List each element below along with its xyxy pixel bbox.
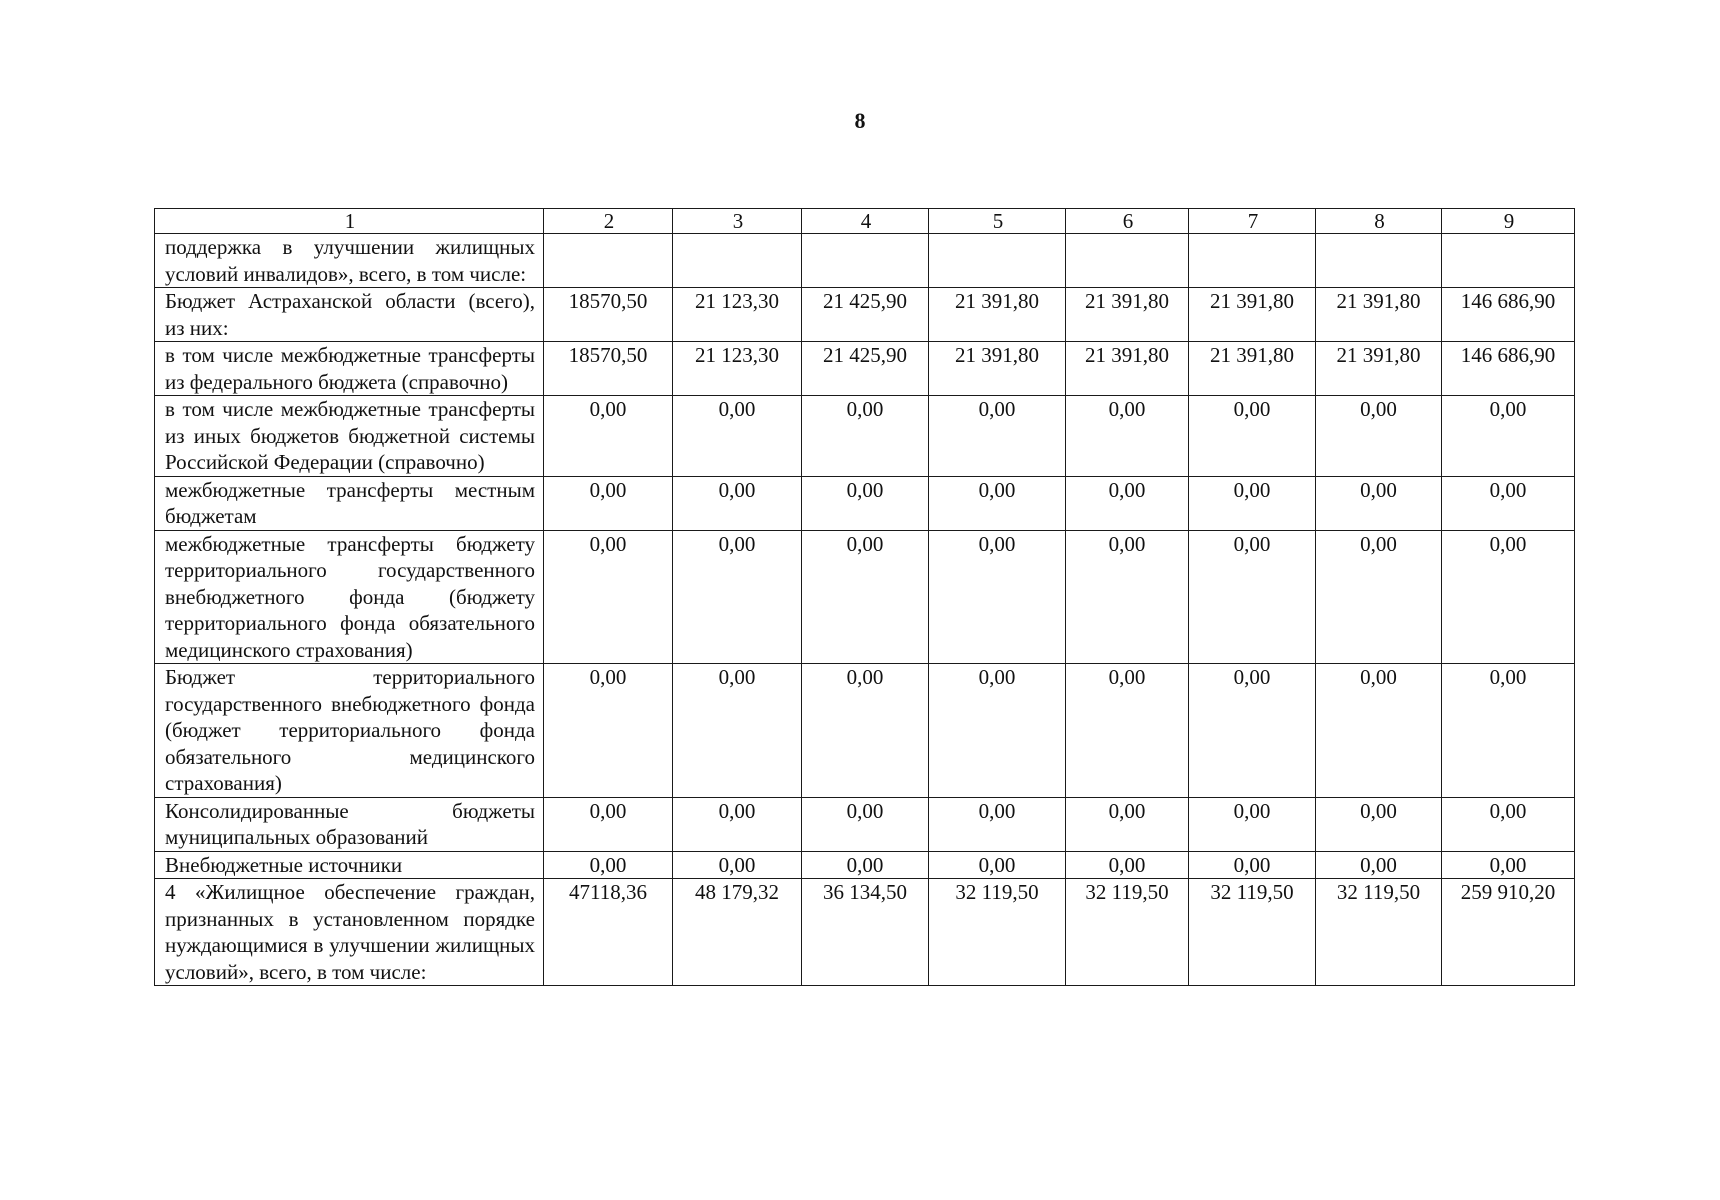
table-row <box>155 530 1575 664</box>
column-header: 5 <box>929 209 1066 234</box>
column-header: 7 <box>1189 209 1316 234</box>
table-cell <box>1442 234 1575 288</box>
table-cell: 21 391,80 <box>1316 342 1442 396</box>
table-cell <box>929 234 1066 288</box>
table-cell: 0,00 <box>802 851 929 879</box>
row-label: в том числе межбюджетные трансферты из иных бюджетов бюджетной системы Российской Федерации (справочно) <box>155 396 544 477</box>
column-header-row <box>155 209 1575 234</box>
table-cell: 0,00 <box>1189 797 1316 851</box>
table-cell: 0,00 <box>1066 664 1189 798</box>
table-cell: 21 123,30 <box>673 342 802 396</box>
table-cell: 0,00 <box>1442 530 1575 664</box>
column-header: 2 <box>544 209 673 234</box>
column-header: 1 <box>155 209 544 234</box>
table-cell: 0,00 <box>1066 396 1189 477</box>
table-cell: 0,00 <box>802 396 929 477</box>
table-cell: 0,00 <box>1189 851 1316 879</box>
table-cell: 0,00 <box>929 664 1066 798</box>
table-cell: 0,00 <box>544 530 673 664</box>
table-cell: 0,00 <box>1316 797 1442 851</box>
table-cell: 146 686,90 <box>1442 342 1575 396</box>
table-cell: 0,00 <box>1066 476 1189 530</box>
table-cell: 0,00 <box>673 396 802 477</box>
table-cell <box>544 234 673 288</box>
table-row <box>155 851 1575 879</box>
page-number: 8 <box>854 108 866 133</box>
table-cell: 259 910,20 <box>1442 879 1575 986</box>
table-cell: 21 425,90 <box>802 342 929 396</box>
table-cell: 21 391,80 <box>929 342 1066 396</box>
table-cell: 146 686,90 <box>1442 288 1575 342</box>
table-cell: 32 119,50 <box>1316 879 1442 986</box>
table-cell: 0,00 <box>1442 851 1575 879</box>
table-cell: 21 123,30 <box>673 288 802 342</box>
table-cell: 21 391,80 <box>1189 288 1316 342</box>
table-cell: 0,00 <box>544 797 673 851</box>
table-cell: 0,00 <box>1066 851 1189 879</box>
table-cell: 0,00 <box>802 530 929 664</box>
table-cell: 0,00 <box>673 476 802 530</box>
table-cell: 0,00 <box>673 664 802 798</box>
table-cell: 32 119,50 <box>929 879 1066 986</box>
table-row <box>155 797 1575 851</box>
table-cell: 0,00 <box>1442 396 1575 477</box>
table-cell <box>1066 234 1189 288</box>
funding-table-container <box>154 208 1574 986</box>
funding-table <box>154 208 1575 986</box>
column-header: 8 <box>1316 209 1442 234</box>
table-cell: 21 391,80 <box>1066 342 1189 396</box>
table-cell: 0,00 <box>544 396 673 477</box>
table-row <box>155 476 1575 530</box>
table-cell: 0,00 <box>929 396 1066 477</box>
table-row <box>155 288 1575 342</box>
table-cell: 0,00 <box>929 530 1066 664</box>
table-row <box>155 664 1575 798</box>
table-cell: 0,00 <box>1189 530 1316 664</box>
table-cell: 0,00 <box>544 476 673 530</box>
table-cell: 32 119,50 <box>1066 879 1189 986</box>
row-label: Бюджет территориального государственного внебюджетного фонда (бюджет территориального фонда обязательного медицинского страхования) <box>155 664 544 798</box>
table-cell: 47118,36 <box>544 879 673 986</box>
table-cell: 0,00 <box>1316 851 1442 879</box>
table-cell: 32 119,50 <box>1189 879 1316 986</box>
table-cell: 0,00 <box>1066 797 1189 851</box>
table-row <box>155 396 1575 477</box>
table-cell: 0,00 <box>1189 664 1316 798</box>
table-cell: 0,00 <box>929 851 1066 879</box>
row-label: в том числе межбюджетные трансферты из федерального бюджета (справочно) <box>155 342 544 396</box>
row-label: Бюджет Астраханской области (всего), из них: <box>155 288 544 342</box>
table-cell: 21 391,80 <box>1189 342 1316 396</box>
table-cell: 36 134,50 <box>802 879 929 986</box>
table-cell: 0,00 <box>929 797 1066 851</box>
table-row <box>155 879 1575 986</box>
table-cell: 21 425,90 <box>802 288 929 342</box>
table-row <box>155 234 1575 288</box>
row-label: поддержка в улучшении жилищных условий инвалидов», всего, в том числе: <box>155 234 544 288</box>
table-cell: 21 391,80 <box>929 288 1066 342</box>
column-header: 9 <box>1442 209 1575 234</box>
table-cell: 0,00 <box>1316 476 1442 530</box>
row-label: 4 «Жилищное обеспечение граждан, признанных в установленном порядке нуждающимися в улучшении жилищных условий», всего, в том числе: <box>155 879 544 986</box>
column-header: 6 <box>1066 209 1189 234</box>
table-cell <box>802 234 929 288</box>
table-cell: 0,00 <box>802 476 929 530</box>
table-cell: 21 391,80 <box>1316 288 1442 342</box>
table-cell <box>1316 234 1442 288</box>
table-cell: 0,00 <box>1442 476 1575 530</box>
column-header: 3 <box>673 209 802 234</box>
table-cell: 0,00 <box>673 530 802 664</box>
table-cell: 0,00 <box>1316 530 1442 664</box>
row-label: Консолидированные бюджеты муниципальных образований <box>155 797 544 851</box>
table-cell: 0,00 <box>673 797 802 851</box>
table-cell: 0,00 <box>1316 396 1442 477</box>
table-cell: 0,00 <box>802 664 929 798</box>
table-cell: 0,00 <box>544 851 673 879</box>
table-cell: 0,00 <box>802 797 929 851</box>
table-cell: 48 179,32 <box>673 879 802 986</box>
table-cell: 0,00 <box>929 476 1066 530</box>
table-cell: 18570,50 <box>544 342 673 396</box>
column-header: 4 <box>802 209 929 234</box>
table-cell: 21 391,80 <box>1066 288 1189 342</box>
table-cell: 0,00 <box>1442 664 1575 798</box>
table-cell: 0,00 <box>1066 530 1189 664</box>
row-label: межбюджетные трансферты бюджету территориального государственного внебюджетного фонда (бюджету территориального фонда обязательного медицинского страхования) <box>155 530 544 664</box>
table-cell: 0,00 <box>673 851 802 879</box>
table-cell: 0,00 <box>1316 664 1442 798</box>
row-label: межбюджетные трансферты местным бюджетам <box>155 476 544 530</box>
table-cell <box>1189 234 1316 288</box>
table-row <box>155 342 1575 396</box>
table-cell <box>673 234 802 288</box>
row-label: Внебюджетные источники <box>155 851 544 879</box>
table-cell: 0,00 <box>1189 476 1316 530</box>
table-cell: 0,00 <box>1442 797 1575 851</box>
table-cell: 18570,50 <box>544 288 673 342</box>
table-cell: 0,00 <box>1189 396 1316 477</box>
table-cell: 0,00 <box>544 664 673 798</box>
